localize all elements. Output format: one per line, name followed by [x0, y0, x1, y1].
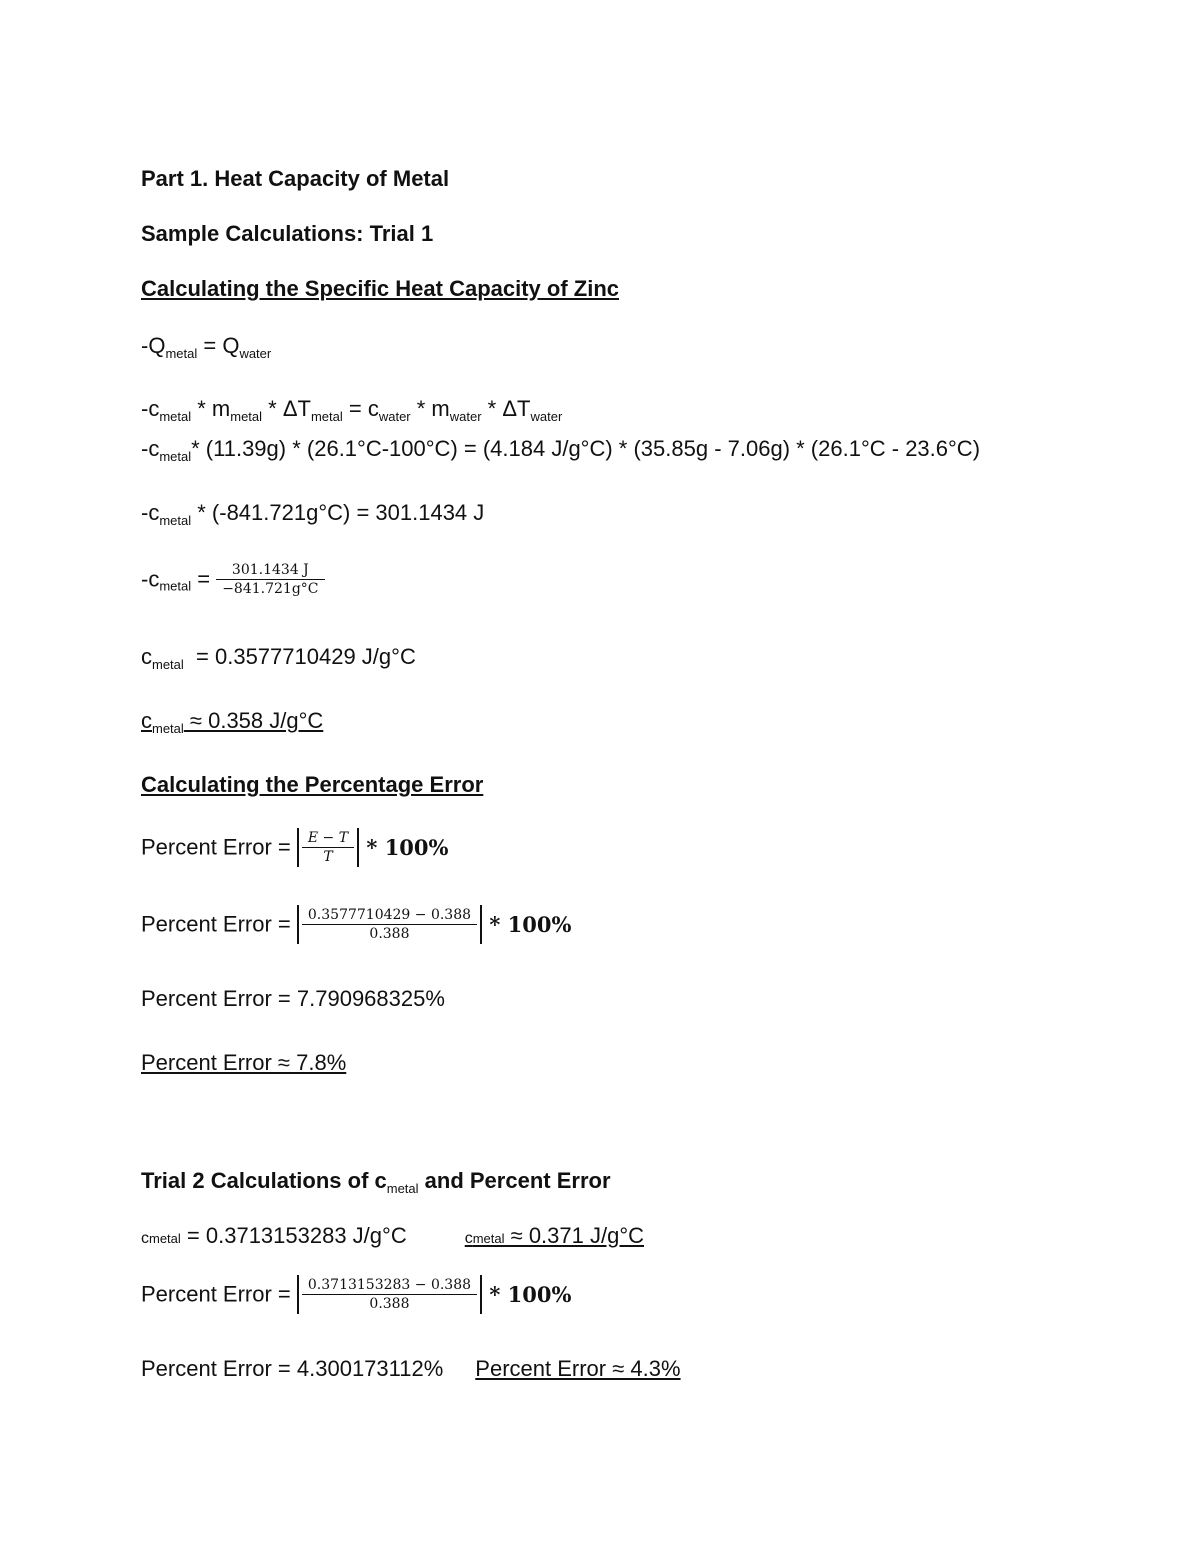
equation-percent-error-sub: Percent Error = $\frac{0.3577710429 - 0.388}{0.388}$ * 100% — [141, 905, 571, 944]
sample-heading: Sample Calculations: Trial 1 — [141, 221, 434, 246]
section-heading-specific-heat: Calculating the Specific Heat Capacity of Zinc — [141, 276, 619, 301]
equation-substituted: $-c_{metal}*$ (11.39g) * (26.1°C-100°C) = (4.184 J/g°C) * (35.85g - 7.06g) * (26.1°C - 23.6°C) — [141, 436, 981, 464]
part-heading: Part 1. Heat Capacity of Metal — [141, 166, 450, 191]
equation-fraction: $-c_{metal}$ = $\frac{301.1434 J}{-841.721g^\circ C}$ — [141, 562, 325, 597]
section-heading-percent-error: Calculating the Percentage Error — [141, 772, 484, 797]
trial2-c-metal-exact: cmetal = 0.3713153283 J/g°C — [141, 1223, 407, 1248]
trial2-percent-error-result: Percent Error = 4.300173112% — [141, 1356, 444, 1381]
equation-c-metal-rounded: $c_{metal} \approx 0.358$ J/g°C — [141, 708, 324, 736]
equation-percent-error-formula: Percent Error = $\frac{E - T}{T}$ * 100% — [141, 828, 449, 867]
percent-error-result: Percent Error = 7.790968325% — [141, 986, 445, 1011]
absolute-value: $\frac{0.3713153283 - 0.388}{0.388}$ — [297, 1275, 482, 1314]
fraction: $\frac{301.1434 J}{-841.721g^\circ C}$ — [216, 562, 324, 597]
absolute-value: $\frac{E - T}{T}$ — [297, 828, 359, 867]
trial2-percent-error-row — [141, 1358, 681, 1380]
trial2-c-metal-rounded: cmetal ≈ 0.371 J/g°C — [464, 1223, 645, 1248]
percent-error-rounded: Percent Error ≈ 7.8% — [141, 1050, 347, 1075]
equation-simplified: $-c_{metal} * (-841.721g^\circ C) = 301.1434$ J — [141, 500, 485, 528]
equation-heat-expanded: $-c_{metal} * m_{metal} * \Delta T_{metal} = c_{water} * m_{water} * \Delta T_{water}$ — [141, 396, 563, 424]
equation-c-metal-exact: $c_{metal} = 0.3577710429$ J/g°C — [141, 644, 416, 672]
trial2-percent-error-rounded: Percent Error ≈ 4.3% — [475, 1356, 681, 1381]
trial2-heading: Trial 2 Calculations of $c_{metal}$ and Percent Error — [141, 1168, 611, 1196]
absolute-value: $\frac{0.3577710429 - 0.388}{0.388}$ — [297, 905, 482, 944]
equation-heat-balance: $-Q_{metal} = Q_{water}$ — [141, 333, 272, 361]
trial2-percent-error-sub: Percent Error = $\frac{0.3713153283 - 0.388}{0.388}$ * 100% — [141, 1275, 571, 1314]
trial2-c-metal-row — [141, 1225, 644, 1247]
